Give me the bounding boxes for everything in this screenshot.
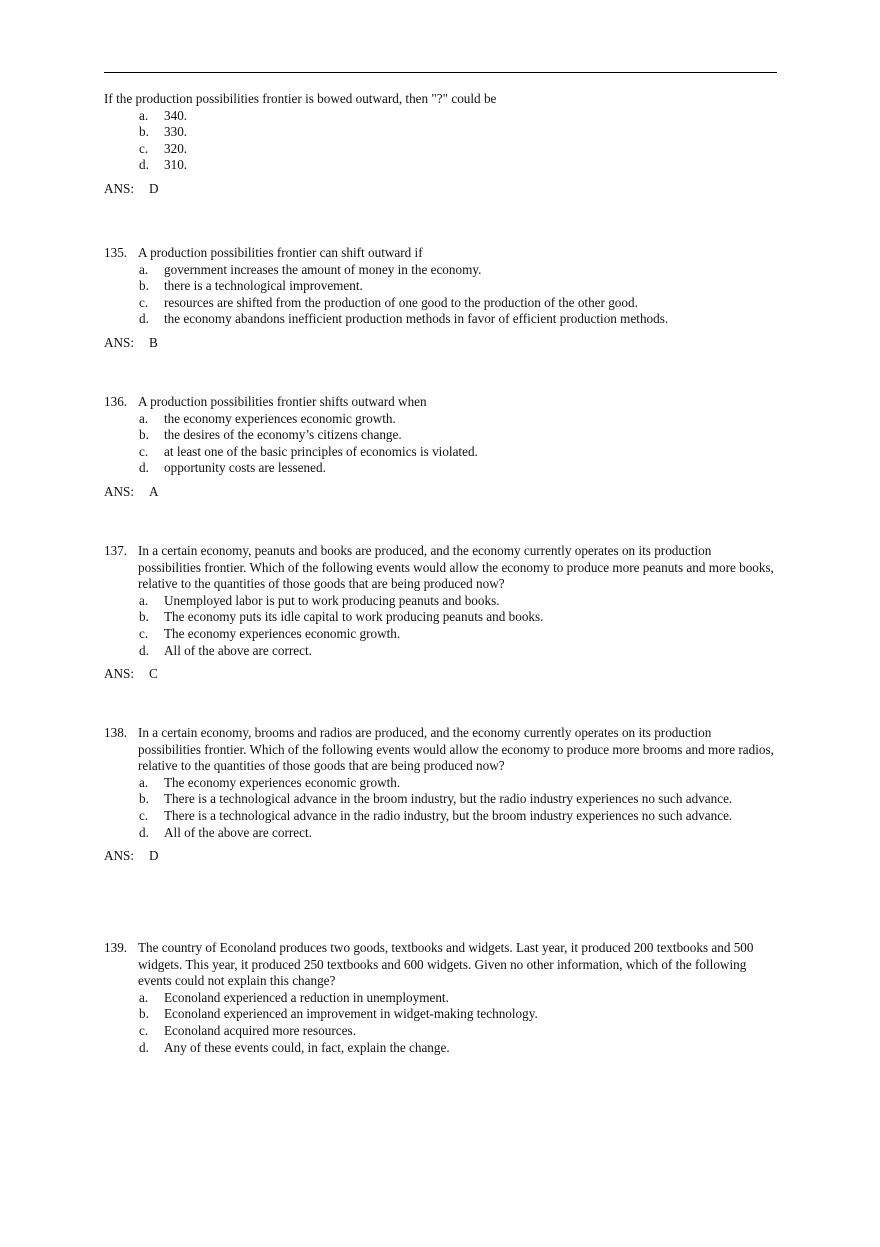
option-d: d. 310. xyxy=(139,157,188,173)
option-a: a. Econoland experienced a reduction in unemployment. xyxy=(139,989,449,1005)
question-stem: 135. A production possibilities frontier can shift outward if xyxy=(104,245,423,260)
question-stem: 137. In a certain economy, peanuts and books are produced, and the economy currently operates on its production possibilities frontier. Which of the following events would allow the economy to produce more peanuts and more books, relative to the quantities of those goods that are being produced now? xyxy=(104,543,774,592)
option-c: c. at least one of the basic principles of economics is violated. xyxy=(139,443,478,459)
option-b: b. there is a technological improvement. xyxy=(139,278,363,294)
option-c: c. The economy experiences economic growth. xyxy=(139,625,401,641)
options-list xyxy=(104,593,776,659)
question-135 xyxy=(104,245,776,352)
options-list xyxy=(104,990,776,1056)
option-a: a. 340. xyxy=(139,107,188,123)
option-c: c. 320. xyxy=(139,140,188,156)
option-d: d. All of the above are correct. xyxy=(139,642,312,658)
option-d: d. All of the above are correct. xyxy=(139,824,312,840)
option-b: b. There is a technological advance in the broom industry, but the radio industry experiences no such advance. xyxy=(139,791,733,807)
question-138 xyxy=(104,725,776,865)
answer-value: A xyxy=(149,483,159,499)
question-number: 137. xyxy=(104,543,128,558)
option-a: a. The economy experiences economic growth. xyxy=(139,774,401,790)
option-c: c. Econoland acquired more resources. xyxy=(139,1022,356,1038)
question-136 xyxy=(104,394,776,501)
option-d: d. Any of these events could, in fact, explain the change. xyxy=(139,1039,450,1055)
answer-line: ANS: B xyxy=(104,334,158,350)
answer-line: ANS: D xyxy=(104,180,159,196)
option-a: a. Unemployed labor is put to work producing peanuts and books. xyxy=(139,592,500,608)
answer-value: B xyxy=(149,334,158,350)
option-c: c. resources are shifted from the production of one good to the production of the other good. xyxy=(139,294,638,310)
question-stem: 136. A production possibilities frontier shifts outward when xyxy=(104,394,427,409)
question-number: 136. xyxy=(104,394,128,409)
options-list xyxy=(104,411,776,477)
question-139 xyxy=(104,940,776,1056)
option-a: a. government increases the amount of money in the economy. xyxy=(139,261,482,277)
answer-line: ANS: A xyxy=(104,483,159,499)
option-b: b. 330. xyxy=(139,124,188,140)
question-prev xyxy=(104,91,776,198)
question-137 xyxy=(104,543,776,683)
option-b: b. Econoland experienced an improvement in widget-making technology. xyxy=(139,1006,538,1022)
question-number: 139. xyxy=(104,940,128,955)
header-rule xyxy=(104,72,777,73)
option-d: d. the economy abandons inefficient production methods in favor of efficient production methods. xyxy=(139,311,669,327)
option-b: b. the desires of the economy’s citizens change. xyxy=(139,427,402,443)
question-stem: 139. The country of Econoland produces two goods, textbooks and widgets. Last year, it produced 200 textbooks and 500 widgets. This year, it produced 250 textbooks and 600 widgets. Given no other information, which of the following events could not explain this change? xyxy=(104,940,754,989)
option-c: c. There is a technological advance in the radio industry, but the broom industry experiences no such advance. xyxy=(139,807,733,823)
option-a: a. the economy experiences economic growth. xyxy=(139,410,396,426)
option-b: b. The economy puts its idle capital to work producing peanuts and books. xyxy=(139,609,544,625)
options-list xyxy=(104,108,776,174)
options-list xyxy=(104,262,776,328)
answer-line: ANS: C xyxy=(104,666,158,682)
answer-value: C xyxy=(149,666,158,682)
question-number: 138. xyxy=(104,725,128,740)
question-stem: 138. In a certain economy, brooms and radios are produced, and the economy currently operates on its production possibilities frontier. Which of the following events would allow the economy to produce more brooms and more radios, relative to the quantities of those goods that are being produced now? xyxy=(104,725,774,774)
question-stem: If the production possibilities frontier is bowed outward, then "?" could be xyxy=(104,91,497,106)
options-list xyxy=(104,775,776,841)
answer-line: ANS: D xyxy=(104,848,159,864)
answer-value: D xyxy=(149,180,159,196)
answer-value: D xyxy=(149,848,159,864)
option-d: d. opportunity costs are lessened. xyxy=(139,460,326,476)
question-number: 135. xyxy=(104,245,128,260)
